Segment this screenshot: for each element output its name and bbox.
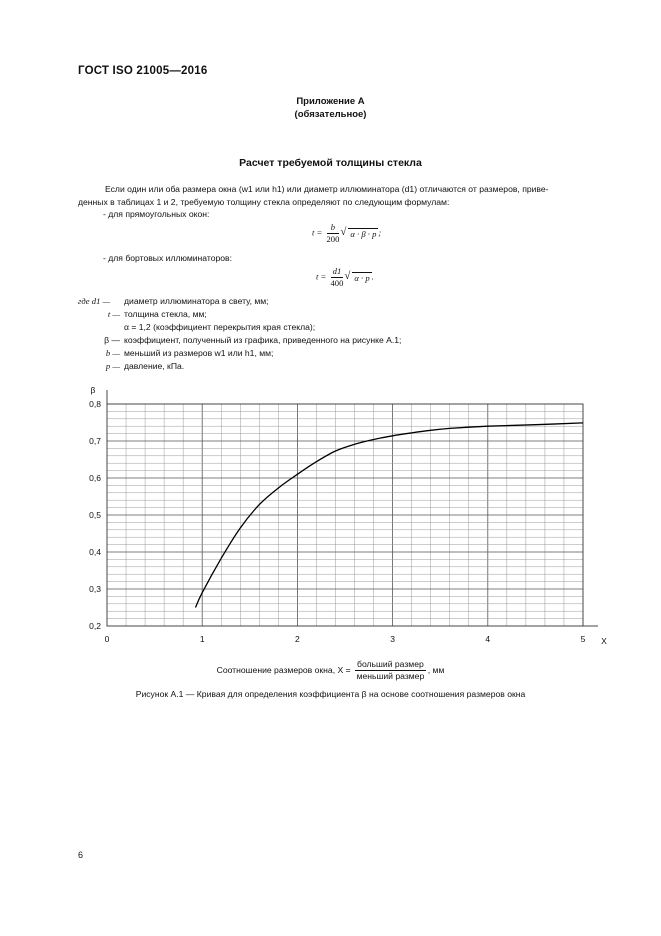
formula-rect-end: ; bbox=[378, 227, 382, 238]
definition-row: t — толщина стекла, мм; bbox=[107, 309, 207, 319]
xlabel-prefix: Соотношение размеров окна, X = bbox=[216, 664, 351, 675]
x-tick-label: 2 bbox=[295, 634, 300, 644]
formula-port-root: √ α · p bbox=[352, 272, 371, 284]
rect-label: - для прямоугольных окон: bbox=[103, 209, 210, 219]
standard-header: ГОСТ ISO 21005—2016 bbox=[78, 65, 208, 77]
xlabel-num: больший размер bbox=[357, 659, 424, 669]
intro-line-2: денных в таблицах 1 и 2, требуемую толщину стекла определяют по следующим формулам: bbox=[78, 197, 450, 207]
definition-row: b — меньший из размеров w1 или h1, мм; bbox=[105, 348, 274, 358]
formula-port-den: 400 bbox=[330, 278, 344, 288]
xlabel-fraction bbox=[355, 659, 426, 682]
x-tick-label: 4 bbox=[485, 634, 491, 644]
y-tick-label: 0,8 bbox=[89, 399, 101, 409]
definition-row: β — коэффициент, полученный из графика, приведенного на рисунке А.1; bbox=[104, 335, 402, 345]
figure-caption: Рисунок А.1 — Кривая для определения коэффициента β на основе соотношения размеров окна bbox=[135, 689, 526, 699]
y-tick-label: 0,7 bbox=[89, 436, 101, 446]
x-tick-label: 3 bbox=[390, 634, 395, 644]
y-tick-label: 0,2 bbox=[89, 621, 101, 631]
formula-rect-num: b bbox=[327, 222, 340, 234]
formula-port-end: . bbox=[371, 271, 374, 282]
x-tick-label: 0 bbox=[104, 634, 110, 644]
appendix-status: (обязательное) bbox=[294, 109, 367, 120]
port-label: - для бортовых иллюминаторов: bbox=[103, 253, 233, 263]
formula-rect-root: √ α · β · p bbox=[348, 228, 378, 240]
figure-xlabel bbox=[0, 659, 661, 682]
definition-row: p — давление, кПа. bbox=[105, 361, 185, 371]
x-tick-label: 5 bbox=[580, 634, 586, 644]
page-number: 6 bbox=[78, 850, 84, 860]
formula-port-num: d1 bbox=[331, 266, 344, 278]
formula-rect-den: 200 bbox=[326, 234, 340, 244]
intro-line-1: Если один или оба размера окна (w1 или h1) или диаметр иллюминатора (d1) отличаются от размеров, приве- bbox=[105, 184, 549, 194]
x-axis-title: X bbox=[601, 636, 607, 646]
xlabel-den: меньший размер bbox=[356, 671, 425, 681]
definition-row: где d1 — диаметр иллюминатора в свету, мм; bbox=[78, 296, 269, 306]
y-axis-title: β bbox=[90, 385, 96, 395]
y-tick-label: 0,5 bbox=[89, 510, 101, 520]
x-tick-label: 1 bbox=[199, 634, 205, 644]
formula-port-lhs: t = bbox=[316, 271, 327, 282]
y-tick-label: 0,3 bbox=[89, 584, 101, 594]
definition-row: α = 1,2 (коэффициент перекрытия края стекла); bbox=[124, 322, 316, 332]
section-title: Расчет требуемой толщины стекла bbox=[239, 157, 422, 169]
xlabel-unit: , мм bbox=[427, 664, 445, 675]
formula-rect-lhs: t = bbox=[312, 227, 323, 238]
y-tick-label: 0,4 bbox=[89, 547, 101, 557]
appendix-title: Приложение А bbox=[296, 96, 365, 107]
chart-ticks bbox=[89, 385, 607, 646]
y-tick-label: 0,6 bbox=[89, 473, 101, 483]
